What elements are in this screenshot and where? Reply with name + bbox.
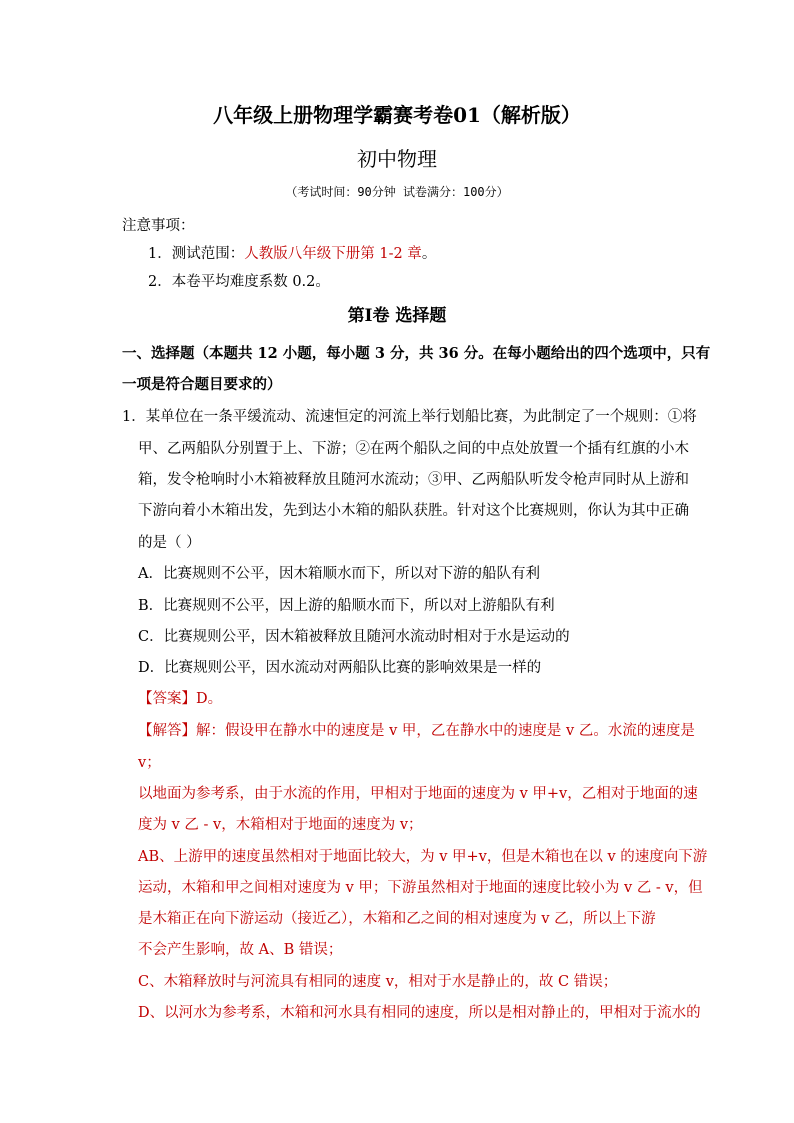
notes-item-1-prefix: 1．测试范围： [148,246,245,262]
option-d: D．比赛规则公平，因水流动对两船队比赛的影响效果是一样的 [138,660,542,676]
option-b: B．比赛规则不公平，因上游的船顺水而下，所以对上游船队有利 [138,598,555,614]
exam-info: （考试时间：90分钟 试卷满分：100分） [285,185,509,199]
document-subtitle: 初中物理 [357,147,437,171]
notes-item-1-suffix: 。 [421,246,437,262]
question-1-line: 箱，发令枪响时小木箱被释放且随河水流动；③甲、乙两船队听发令枪声同时从上游和 [138,472,689,488]
analysis-line: v； [138,755,161,771]
notes-item-1 [148,247,436,262]
question-1-line: 1．某单位在一条平缓流动、流速恒定的河流上举行划船比赛，为此制定了一个规则：①将 [122,409,697,425]
part-heading-line-2: 一项是符合题目要求的） [122,376,282,393]
answer [138,692,222,707]
answer-label: 【答案】 [138,691,196,707]
analysis-line: AB、上游甲的速度虽然相对于地面比较大，为 v 甲+v，但是木箱也在以 v 的速度向下游 [138,849,708,865]
notes-item-2: 2．本卷平均难度系数 0.2。 [148,274,330,290]
analysis-text: 解：假设甲在静水中的速度是 v 甲，乙在静水中的速度是 v 乙。水流的速度是 [196,723,695,739]
section-title: 第Ⅰ卷 选择题 [347,306,447,326]
analysis-line: 是木箱正在向下游运动（接近乙），木箱和乙之间的相对速度为 v 乙，所以上下游 [138,911,656,927]
part-heading-line-1: 一、选择题（本题共 12 小题，每小题 3 分，共 36 分。在每小题给出的四个选项中，只有 [122,345,711,362]
analysis-line: C、木箱释放时与河流具有相同的速度 v，相对于水是静止的，故 C 错误； [138,974,618,990]
question-1-line: 下游向着小木箱出发，先到达小木箱的船队获胜。针对这个比赛规则，你认为其中正确 [138,503,689,519]
analysis-line: 不会产生影响，故 A、B 错误； [138,942,343,958]
analysis-line: 度为 v 乙 - v，木箱相对于地面的速度为 v； [138,817,423,833]
analysis-label: 【解答】 [138,723,196,739]
option-c: C．比赛规则公平，因木箱被释放且随河水流动时相对于水是运动的 [138,629,570,645]
analysis-line: D、以河水为参考系，木箱和河水具有相同的速度，所以是相对静止的，甲相对于流水的 [138,1005,701,1021]
notes-heading: 注意事项： [122,218,195,234]
analysis-line: 运动，木箱和甲之间相对速度为 v 甲；下游虽然相对于地面的速度比较小为 v 乙 - v，但 [138,880,703,896]
analysis-line [138,724,695,739]
question-1-line: 甲、乙两船队分别置于上、下游；②在两个船队之间的中点处放置一个插有红旗的小木 [138,441,689,457]
answer-value: D。 [196,691,223,707]
analysis-line: 以地面为参考系，由于水流的作用，甲相对于地面的速度为 v 甲+v，乙相对于地面的速 [138,786,698,802]
question-1-line: 的是（ ） [138,535,201,551]
notes-item-1-highlight: 人教版八年级下册第 1-2 章 [244,246,422,262]
document-title: 八年级上册物理学霸赛考卷01（解析版） [213,103,581,127]
option-a: A．比赛规则不公平，因木箱顺水而下，所以对下游的船队有利 [138,566,540,582]
